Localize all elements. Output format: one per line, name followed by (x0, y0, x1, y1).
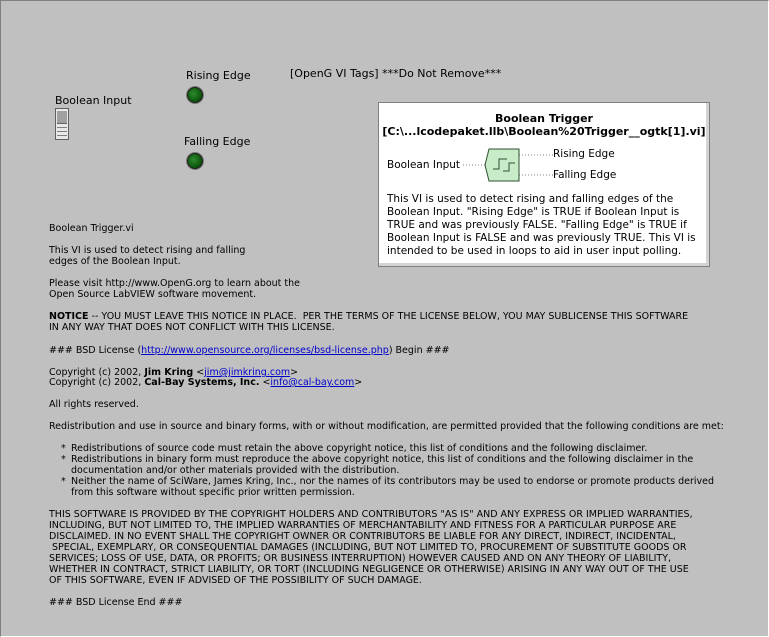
bsd-begin-suffix: ) Begin ### (388, 345, 450, 356)
doc-redistribution: Redistribution and use in source and binary forms, with or without modification, are permitted provided that the following conditions are met: (49, 421, 724, 432)
context-help-window[interactable] (378, 102, 710, 267)
list-item: * Neither the name of SciWare, James Kring, Inc., nor the names of its contributors may be used to endorse or promote products derived from this software without specific prior written permission. (61, 476, 714, 498)
help-output-falling: Falling Edge (553, 169, 617, 181)
copyright2-close: > (354, 377, 363, 388)
bullet-3-text: Neither the name of SciWare, James Kring, Inc., nor the names of its contributors may be used to endorse or promote products derived from this software without specific prior written permission. (71, 476, 714, 498)
doc-rights: All rights reserved. (49, 399, 139, 410)
help-scrollbar[interactable] (706, 103, 709, 266)
boolean-input-label: Boolean Input (55, 94, 132, 107)
notice-text: -- YOU MUST LEAVE THIS NOTICE IN PLACE. PER THE TERMS OF THE LICENSE BELOW, YOU MAY SUBLICENSE THIS SOFTWARE IN ANY WAY THAT DOES NOT CONFLICT WITH THIS LICENSE. (49, 311, 689, 333)
help-description: This VI is used to detect rising and falling edges of the Boolean Input. "Rising Edge" is TRUE if Boolean Input is TRUE and was previously FALSE. "Falling Edge" is TRUE if Boolean Input is FALSE and was previously TRUE. This VI is intended to be used in loops to aid in user input polling. (387, 193, 696, 257)
openg-tags-label: [OpenG VI Tags] ***Do Not Remove*** (290, 67, 502, 80)
list-item: * Redistributions of source code must retain the above copyright notice, this list of conditions and the following disclaimer. (61, 443, 648, 454)
doc-intro: This VI is used to detect rising and falling edges of the Boolean Input. (49, 245, 246, 267)
doc-vi-name: Boolean Trigger.vi (49, 223, 134, 234)
help-bottom-bar (379, 263, 709, 266)
doc-notice (49, 311, 688, 333)
falling-edge-label: Falling Edge (184, 135, 251, 148)
copyright1-name: Jim Kring (144, 367, 194, 378)
copyright2-prefix: Copyright (c) 2002, (49, 377, 145, 388)
notice-bold: NOTICE (49, 311, 89, 322)
license-conditions-list (61, 443, 714, 498)
falling-edge-led (187, 153, 203, 169)
bullet-2-text: Redistributions in binary form must reproduce the above copyright notice, this list of conditions and the following disclaimer in the documentation and/or other materials provided with the distribution. (71, 454, 694, 476)
bsd-begin-prefix: ### BSD License ( (49, 345, 142, 356)
copyright1-close: > (290, 367, 299, 378)
doc-bsd-begin (49, 345, 450, 356)
help-output-rising: Rising Edge (553, 148, 615, 160)
copyright1-open: < (193, 367, 205, 378)
jim-email-link[interactable]: jim@jimkring.com (204, 367, 291, 378)
vi-connector-icon (463, 147, 553, 183)
doc-copyright-2 (49, 377, 362, 388)
help-input-label: Boolean Input (387, 159, 461, 171)
copyright2-name: Cal-Bay Systems, Inc. (144, 377, 260, 388)
copyright1-prefix: Copyright (c) 2002, (49, 367, 145, 378)
rising-edge-led (187, 87, 203, 103)
help-path: [C:\...lcodepaket.llb\Boolean%20Trigger__ogtk[1].vi] (382, 125, 706, 138)
doc-disclaimer: THIS SOFTWARE IS PROVIDED BY THE COPYRIGHT HOLDERS AND CONTRIBUTORS "AS IS" AND ANY EXPRESS OR IMPLIED WARRANTIES, INCLUDING, BUT NOT LIMITED TO, THE IMPLIED WARRANTIES OF MERCHANTABILITY AND FITNESS FOR A PARTICULAR PURPOSE ARE DISCLAIMED. IN NO EVENT SHALL THE COPYRIGHT OWNER OR CONTRIBUTORS BE LIABLE FOR ANY DIRECT, INDIRECT, INCIDENTAL, SPECIAL, EXEMPLARY, OR CONSEQUENTIAL DAMAGES (INCLUDING, BUT NOT LIMITED TO, PROCUREMENT OF SUBSTITUTE GOODS OR SERVICES; LOSS OF USE, DATA, OR PROFITS; OR BUSINESS INTERRUPTION) HOWEVER CAUSED AND ON ANY THEORY OF LIABILITY, WHETHER IN CONTRACT, STRICT LIABILITY, OR TORT (INCLUDING NEGLIGENCE OR OTHERWISE) ARISING IN ANY WAY OUT OF THE USE OF THIS SOFTWARE, EVEN IF ADVISED OF THE POSSIBILITY OF SUCH DAMAGE. (49, 509, 693, 586)
bsd-license-link[interactable]: http://www.opensource.org/licenses/bsd-license.php (141, 345, 389, 356)
list-item: * Redistributions in binary form must reproduce the above copyright notice, this list of conditions and the following disclaimer in the documentation and/or other materials provided with the distribution. (61, 454, 694, 476)
copyright2-open: < (259, 377, 271, 388)
calbay-email-link[interactable]: info@cal-bay.com (270, 377, 355, 388)
bullet-1-text: Redistributions of source code must retain the above copyright notice, this list of conditions and the following disclaimer. (71, 443, 648, 454)
doc-visit: Please visit http://www.OpenG.org to learn about the Open Source LabVIEW software movement. (49, 278, 301, 300)
help-title: Boolean Trigger (495, 112, 593, 125)
switch-knob (57, 111, 67, 124)
boolean-input-switch[interactable] (55, 108, 69, 140)
rising-edge-label: Rising Edge (186, 69, 251, 82)
doc-bsd-end: ### BSD License End ### (49, 597, 183, 608)
